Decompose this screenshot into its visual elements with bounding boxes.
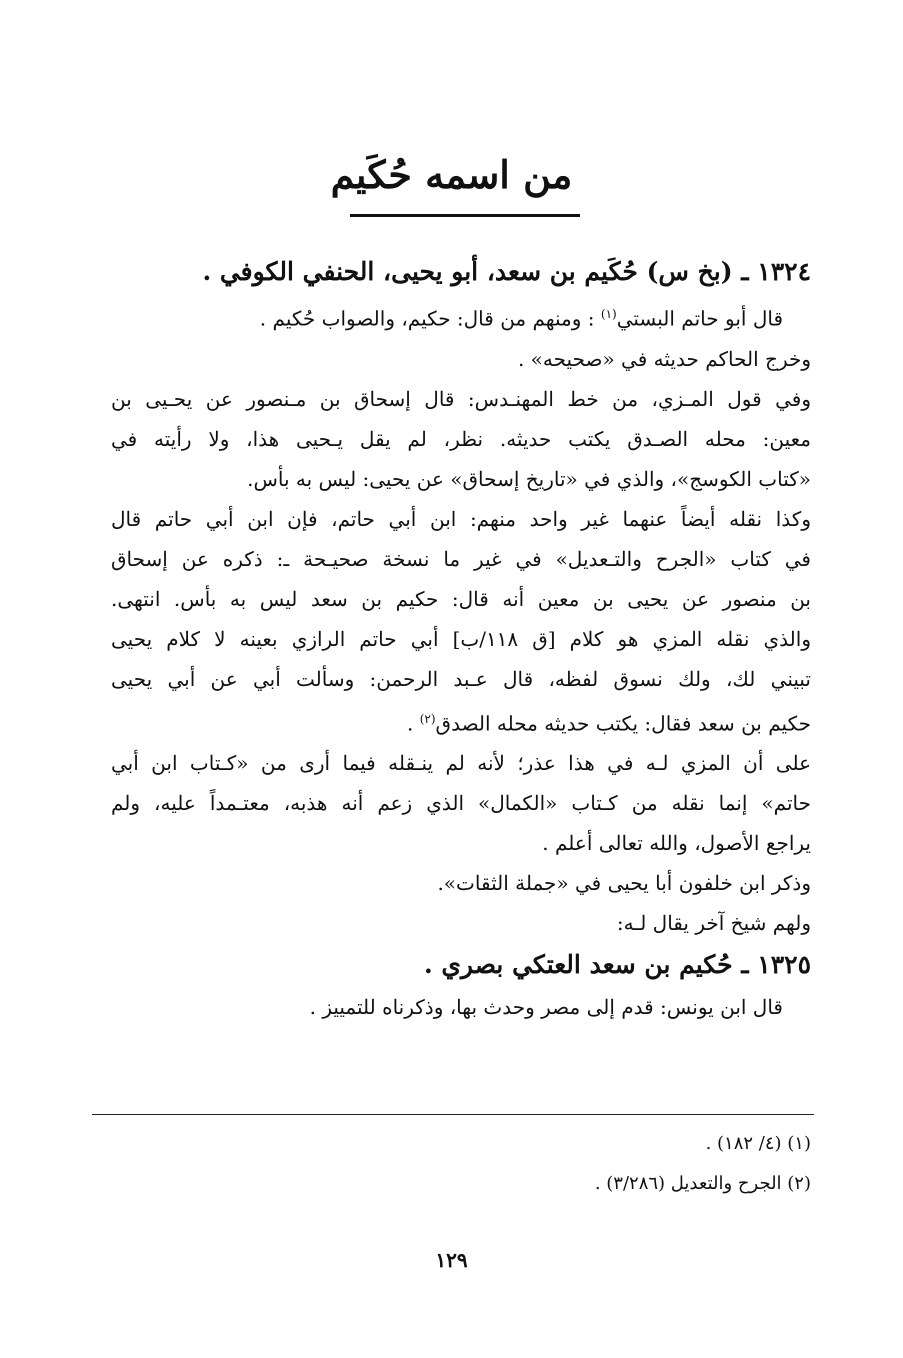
footnotes <box>89 1124 811 1204</box>
text-line: «كتاب الكوسج»، والذي في «تاريخ إسحاق» عن يحيى: ليس به بأس. <box>247 466 811 491</box>
text-line: قال أبو حاتم البستي$^{(١)}$ : ومنهم من قال: حكيم، والصواب حُكيم . <box>259 306 783 331</box>
text-line: يراجع الأصول، والله تعالى أعلم . <box>542 831 811 856</box>
page-number: ١٢٩ <box>435 1248 468 1272</box>
text-line: والذي نقله المزي هو كلام [ق ١١٨/ب] أبي حاتم الرازي بعينه لا كلام يحيى <box>111 626 811 651</box>
footnote-2: (٢) الجرح والتعديل (٣/٢٨٦) . <box>594 1173 811 1194</box>
text-line: حاتم» إنما نقله من كـتاب «الكمال» الذي زعم أنه هذبه، معتـمداً عليه، ولم <box>111 791 811 816</box>
footnote-marker: (١) <box>600 307 617 321</box>
footnote-separator <box>92 1114 814 1115</box>
entry-heading-1325: ١٣٢٥ ـ حُكيم بن سعد العتكي بصري . <box>423 950 811 980</box>
text-line: حكيم بن سعد فقال: يكتب حديثه محله الصدق$^{(٢)}$ . <box>407 711 811 736</box>
text-line: وذكر ابن خلفون أبا يحيى في «جملة الثقات». <box>437 871 811 896</box>
text-line: ولهم شيخ آخر يقال لـه: <box>616 911 811 936</box>
text-line: معين: محله الصـدق يكتب حديثه. نظر، لم يقل يـحيى هذا، ولا رأيته في <box>111 426 811 451</box>
footnote-1: (١) (٤/ ١٨٢) . <box>705 1133 811 1154</box>
entry-heading-1324: ١٣٢٤ ـ (بخ س) حُكَيم بن سعد، أبو يحيى، الحنفي الكوفي . <box>202 257 811 286</box>
main-text <box>111 250 811 1027</box>
text-line: في كتاب «الجرح والتـعديل» في غير ما نسخة صحيـحة ـ: ذكره عن إسحاق <box>111 546 811 571</box>
footnote-marker: (٢) <box>419 711 436 726</box>
text-line: وكذا نقله أيضاً عنهما غير واحد منهم: ابن أبي حاتم، فإن ابن أبي حاتم قال <box>111 506 811 531</box>
text-line: وخرج الحاكم حديثه في «صحيحه» . <box>517 346 811 371</box>
text-line: وفي قول المـزي، من خط المهنـدس: قال إسحاق بن مـنصور عن يحـيى بن <box>111 386 811 411</box>
text-line: تبيني لك، ولك نسوق لفظه، قال عـبد الرحمن: وسألت أبي عن أبي يحيى <box>111 666 811 691</box>
text-line: على أن المزي لـه في هذا عذر؛ لأنه لم ينـقله فيما أرى من «كـتاب ابن أبي <box>111 751 811 776</box>
title-underline <box>350 214 580 217</box>
chapter-title: من اسمه حُكَيم <box>330 152 573 197</box>
text-line: بن منصور عن يحيى بن معين أنه قال: حكيم بن سعد ليس به بأس. انتهى. <box>111 586 811 611</box>
text-line: قال ابن يونس: قدم إلى مصر وحدث بها، وذكرناه للتمييز . <box>309 995 783 1020</box>
